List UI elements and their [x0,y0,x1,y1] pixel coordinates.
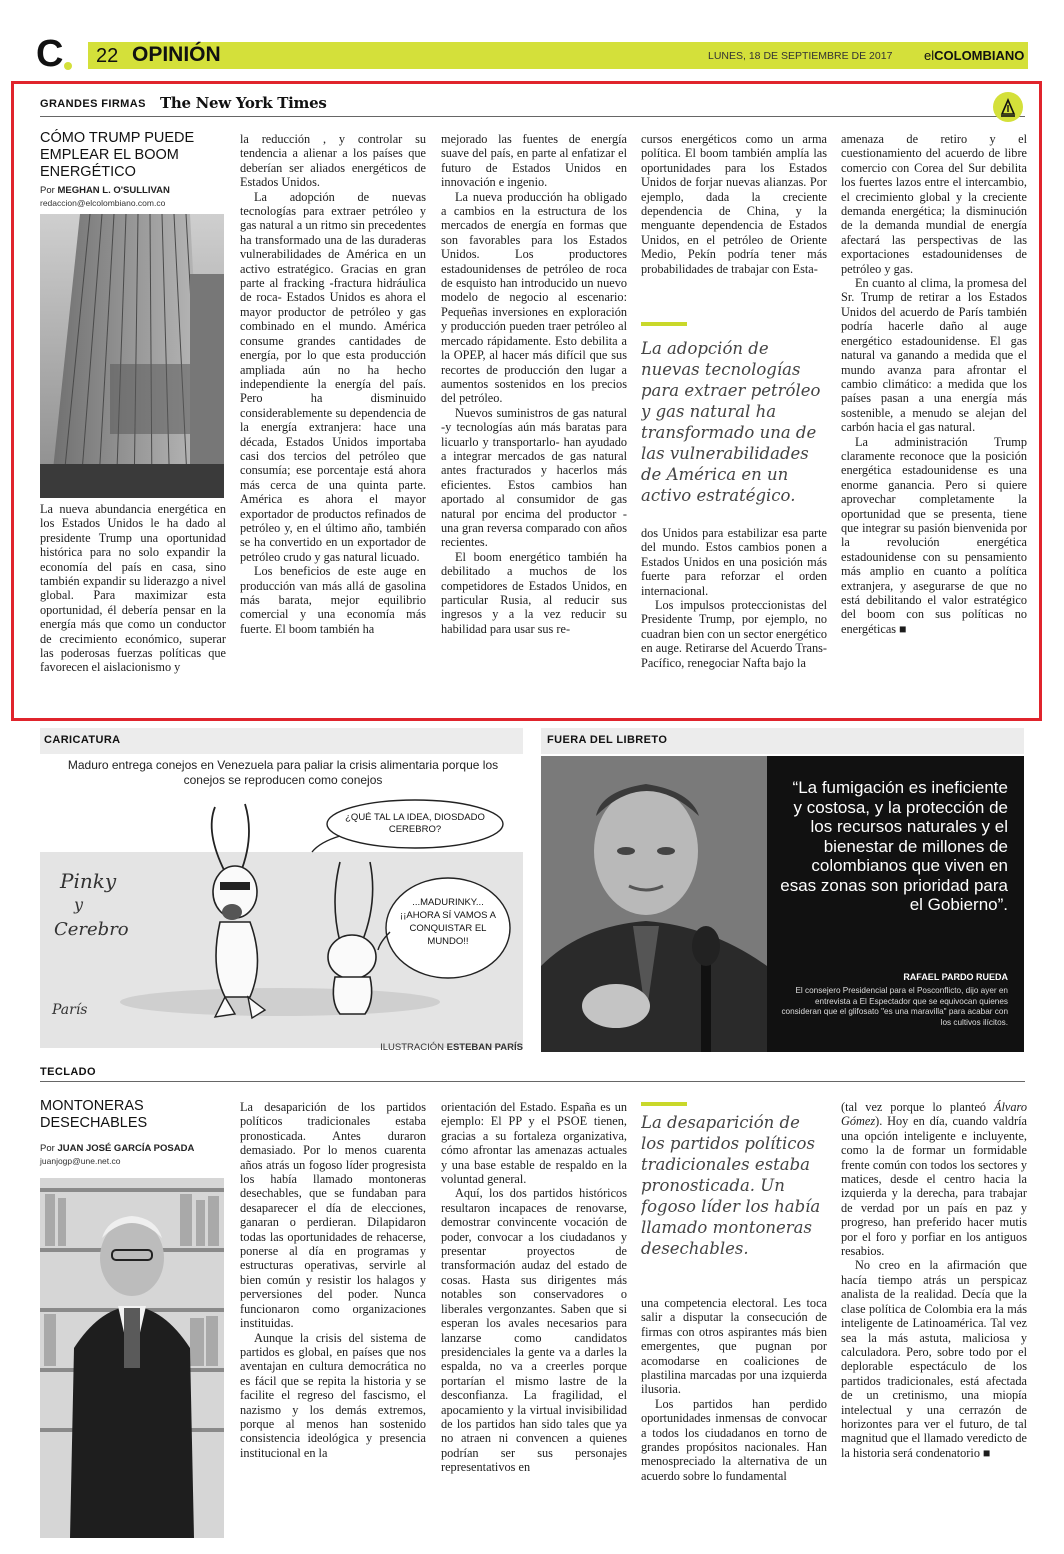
paragraph: cursos energéticos como un arma política. El boom también amplía las oportunidades para los Estados Unidos de forjar nuevas alianzas. Por ejemplo, dada la creciente dependencia de China, y la menguante dependencia de Estados Unidos, en el petróleo de Oriente Medio, Pekín podría tener más probabilidades de trabajar con Esta- [641,132,827,276]
teclado-col-5 [841,1100,1027,1540]
paragraph: La desaparición de los partidos políticos tradicionales estaba pronosticada. Antes duraron demasiado. Por lo menos cuarenta años atrás un fogoso líder progresista los había llamado montoneras desechables, que se fundaban para desaparecer el día de elecciones, ganaran o perdieran. Dilapidaron todas las oportunidades de rehacerse, ponerse al día en programas y estructuras operativas, servirle al bien común y resistir los halagos y perversiones del poder. Nunca funcionaron como organizaciones instituidas. [240,1100,426,1331]
speech-bubble-2: ...MADURINKY... ¡¡AHORA SÍ VAMOS A CONQUISTAR EL MUNDO!! [400,897,496,947]
logo-letter: C [36,33,64,75]
pullquote: La desaparición de los partidos políticos tradicionales estaba pronosticada. Un fogoso líder los había llamado montoneras desechables. [641,1113,821,1258]
grandes-firmas-rule [40,116,1025,117]
teclado-label: TECLADO [40,1066,96,1078]
text-span: (tal vez porque lo planteó [841,1100,994,1114]
pullquote: La adopción de nuevas tecnologías para extraer petróleo y gas natural ha transformado una de las vulnerabilidades de América en un activo estratégico. [641,339,821,505]
paper-name-main: COLOMBIANO [934,48,1025,63]
teclado-col-3 [441,1100,627,1540]
grandes-col-4-bottom [641,526,827,712]
pardo-photo [541,756,767,1052]
teclado-byline [40,1143,230,1155]
italic-name: Álvaro Gómez [841,1100,1027,1129]
teclado-col-2 [240,1100,426,1540]
cartoon-illustration [40,792,523,1048]
author-name: JUAN JOSÉ GARCÍA POSADA [57,1143,195,1154]
paragraph: La nueva abundancia energética en los Estados Unidos le ha dado al presidente Trump una oportunidad histórica para no solo expandir la economía del país en casa, sino también expandir su liderazgo a nivel global. Para maximizar esta oportunidad, él debería pensar en la energía más que como un conductor de crecimiento económico, superar las poderosas fuerzas políticas que favorecen el aislacionismo y [40,502,226,675]
credit-name: ESTEBAN PARÍS [446,1042,523,1053]
paragraph: El boom energético también ha debilitado a muchos de los competidores de Estados Unidos, en particular Rusia, al reducir sus ingresos y a la vez reducir su habilidad para usar sus re- [441,549,627,636]
author-email: redaccion@elcolombiano.com.co [40,198,166,208]
libreto-name: RAFAEL PARDO RUEDA [903,972,1008,982]
author-name: MEGHAN L. O'SULLIVAN [57,185,170,196]
byline-prefix: Por [40,185,55,196]
garcia-photo [40,1178,224,1538]
teclado-title: MONTONERAS DESECHABLES [40,1098,148,1131]
paragraph: mejorado las fuentes de energía suave del país, en parte al enfatizar el futuro de Estados Unidos en innovación e ingenio. [441,132,627,190]
cartoon-title-y: y [74,895,84,914]
paragraph [841,1100,1027,1258]
libreto-description: El consejero Presidencial para el Posconflicto, dijo ayer en entrevista a El Espectador que se equivocan quienes consideran que el glifosato "es una maravilla" para acabar con los cultivos ilícitos. [781,986,1008,1027]
paragraph: Aquí, los dos partidos históricos resultaron incapaces de renovarse, demostrar convincente vocación de poder, convocar a los ciudadanos y presentar proyectos de transformación audaz del estado de cosas. Hasta sus dirigentes más notables son conservadores o liberales vergonzantes. Saben que si esperan los avales necesarios para lanzarse como candidatos presidenciales la gente va a darles la espalda, no va a creerles porque portarían el mismo lastre de la desconfianza. La fragilidad, el apocamiento y la virtual invisibilidad de los partidos han sido tales que ya no atraen ni convencen a quienes podrían ser sus personajes representativos en [441,1186,627,1475]
paragraph: amenaza de retiro y el cuestionamiento del acuerdo de libre comercio con Corea del Sur debilita los fuertes lazos entre el intercambio, el crecimiento global y la creciente demanda energética; la disminución de la demanda mundial de energía afectará las perspectivas de las exportaciones estadounidenses de petróleo y gas. [841,132,1027,276]
speech-bubble-1: ¿QUÉ TAL LA IDEA, DIOSDADO CEREBRO? [345,812,485,835]
teclado-rule [40,1081,1025,1082]
caricatura-caption: Maduro entrega conejos en Venezuela para paliar la crisis alimentaria porque los conejos se reproducen como conejos [67,758,499,787]
libreto-label: FUERA DEL LIBRETO [547,734,668,746]
caricatura-label: CARICATURA [44,734,121,746]
paragraph: la reducción , y controlar su tendencia a alienar a los países que deberían ser aliados energéticos de Estados Unidos. [240,132,426,190]
grandes-col-3 [441,132,627,712]
paragraph: orientación del Estado. España es un ejemplo: El PP y el PSOE tienen, gracias a su fortaleza organizativa, cómo afrontar las amenazas actuales y una base estable de respaldo en la voluntad general. [441,1100,627,1187]
paragraph: Los partidos han perdido oportunidades inmensas de convocar a todos los ciudadanos en torno de grandes propósitos nacionales. Han menospreciado la alternativa de un acuerdo sobre lo fundamental [641,1396,827,1483]
paragraph: La nueva producción ha obligado a cambios en la estructura de los mercados de energía en formas que son favorables para los Estados Unidos. Los productores estadounidenses de petróleo de roca de esquisto han introducido un nuevo modelo de negocio al escenario: Pequeñas inversiones en exploración y producción pueden traer petróleo al mercado rápidamente. Esto debilita a la OPEP, al hacer más difícil que sus recortes de producción den lugar a aumentos sostenidos en los precios del petróleo. [441,189,627,406]
article-title: CÓMO TRUMP PUEDE EMPLEAR EL BOOM ENERGÉTICO [40,130,195,180]
paragraph: En cuanto al clima, la promesa del Sr. Trump de retirar a los Estados Unidos del acuerdo de París también podría hacerle daño al auge energético estadounidense. El gas natural va ganando a medida que el mundo avanza para afrontar el cambio climático: a medida que los países pasan a una energía más sostenible, a menudo se alejan del carbón hacia el gas natural. [841,276,1027,435]
pen-nib-icon [993,92,1023,122]
grandes-firmas-label: GRANDES FIRMAS [40,98,146,110]
cartoon-title-cerebro: Cerebro [54,919,129,940]
grandes-col-4-top [641,132,827,304]
paper-prefix: el [924,48,935,63]
grandes-col-1 [40,502,226,712]
paragraph: Nuevos suministros de gas natural -y tecnologías aún más baratas para licuarlo y transportarlo- han ayudado a integrar mercados de gas natural antes fracturados y hacerlos más eficientes. Estos cambios han aportado al consumidor de gas natural por encima del productor - una gran reversa comparado con años recientes. [441,405,627,550]
text-span: ). Hoy en día, cuando valdría una opción inteligente e incluyente, como la de formar un formidable frente común con todos los sectores y matices, desde el centro hacia la izquierda y la derecha, para trabajar de verdad por un país en paz y progreso, han preferido hacer mutis por el foro y porfiar en los antiguos resabios. [841,1114,1027,1259]
nyt-logo: The New York Times [160,94,327,112]
nyt-building-photo [40,214,224,498]
paragraph: una competencia electoral. Les toca salir a disputar la consecución de firmas con otros aspirantes más bien emergentes, que pugnan por acomodarse en coaliciones de plastilina marcadas por una izquierda ilusoria. [641,1296,827,1397]
cartoon-title-pinky: Pinky [60,869,117,893]
credit-prefix: ILUSTRACIÓN [380,1042,444,1053]
libreto-quote: “La fumigación es ineficiente y costosa, y la protección de los recursos naturales y el bienestar de millones de colombianos que viven en esas zonas son prioridad para el Gobierno”. [780,778,1008,914]
masthead [36,33,1028,75]
paper-name [924,48,1024,63]
teclado-col-4-bottom [641,1296,827,1540]
page-number: 22 [96,45,119,67]
grandes-col-5 [841,132,1027,712]
paragraph: Aunque la crisis del sistema de partidos es global, en países que nos aventajan en cultura democrática no es fácil que se repita la historia y se facilite el regreso del fascismo, el nazismo y los demás extremos, porque al menos han sostenido consistencia ideológica y presencia institucional en la [240,1330,426,1460]
section-title: OPINIÓN [132,43,221,66]
paragraph: La administración Trump claramente reconoce que la posición energética estadounidense es una enorme ganancia. Pero si quiere aprovechar completamente la oportunidad que se presenta, tiene que integrar su pasión bienvenida por la revolución energética estadounidense con su pensamiento más amplio en cuanto a política extranjera, y asegurarse de que no está debilitando el valor estratégico del boom con sus políticas no energéticas ■ [841,434,1027,636]
paragraph: No creo en la afirmación que hacía tiempo atrás un perspicaz analista de la realidad. Decía que la clase política de Colombia era la más inteligente de Latinoamérica. Tal vez sea la más astuta, maliciosa y calculadora. Pero, sobre todo por el deplorable espectáculo de los partidos tradicionales, está afectada de un cretinismo, una miopía intelectual y una cerrazón de horizontes para ver el futuro, de tal magnitud que el llamado veredicto de la historia será condenatorio ■ [841,1258,1027,1460]
caricatura-credit [330,1042,523,1054]
pullquote-bar [641,1102,687,1106]
paragraph: dos Unidos para estabilizar esa parte del mundo. Estos cambios ponen a Estados Unidos en una posición más fuerte para reforzar el orden internacional. [641,526,827,598]
author-email: juanjogp@une.net.co [40,1156,121,1166]
pullquote-bar [641,322,687,326]
logo-dot [64,62,72,70]
date: LUNES, 18 DE SEPTIEMBRE DE 2017 [708,50,893,62]
article-byline [40,185,230,197]
byline-prefix: Por [40,1143,55,1154]
cartoonist-signature: París [52,1002,88,1018]
grandes-col-2 [240,132,426,712]
paragraph: Los beneficios de este auge en producción van más allá de gasolina más barata, mejor equilibrio comercial y una economía más fuerte. El boom también ha [240,564,426,636]
paragraph: Los impulsos proteccionistas del Presidente Trump, por ejemplo, no cuadran bien con un sector energético en auge. Retirarse del Acuerdo Trans-Pacífico, renegociar Nafta bajo la [641,598,827,670]
paragraph: La adopción de nuevas tecnologías para extraer petróleo y gas natural a un ritmo sin precedentes ha transformado una de las duraderas vulnerabilidades de América en un activo estratégico. Gracias en gran parte al fracking -fractura hidráulica de roca- Estados Unidos es ahora el mayor productor de petróleo y gas combinado en el mundo. América consume grandes cantidades de energía, por lo que esta producción ampliada aún no ha hecho independiente la energía del país. Pero ha disminuido considerablemente su dependencia de la energía extranjera: hace una década, Estados Unidos importaba casi dos tercios del petróleo que consumía; ese porcentaje está ahora más cerca de una quinta parte. América es ahora el mayor exportador de productos refinados de petróleo y, en el último año, también se ha convertido en un exportador de petróleo crudo y gas natural licuado. [240,189,426,564]
